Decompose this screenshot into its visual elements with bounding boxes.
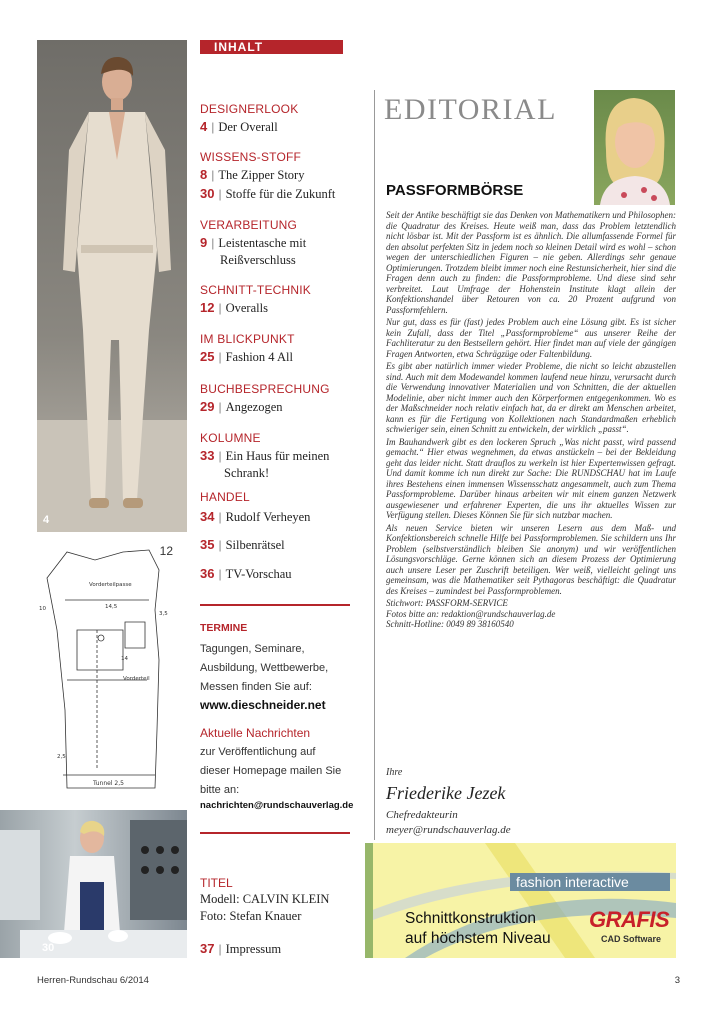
editorial-subtitle: PASSFORMBÖRSE (386, 182, 524, 199)
lab-photo (0, 810, 187, 958)
toc-entry[interactable]: 29 | Angezogen (200, 399, 283, 414)
toc-entry[interactable]: 30 | Stoffe für die Zukunft (200, 186, 336, 201)
model-illustration (37, 40, 187, 532)
toc-entry-continuation: Reißverschluss (220, 253, 296, 267)
pattern-measure-1: 14,5 (105, 604, 118, 610)
nachrichten-text: zur Veröffentlichung auf dieser Homepage mailen Sie bitte an: (200, 746, 342, 796)
titel-title: TITEL (200, 876, 233, 890)
pattern-measure-5: 2,5 (57, 754, 66, 760)
editorial-paragraph: Seit der Antike beschäftigt sie das Denken von Mathematikern und Philosophen: die Quadratur des Kreises. Heute weiß man, dass das Problem letztendlich nicht lösbar ist. Mit der Passform ist es ähnlich. Die allumfassende Formel für den absolut perfekten Sitz in jedem noch so kleinen Detail wird es wohl – schon wegen der unterschiedlichen Figuren – nie geben. Allerdings sehr genaue Optimierungen. Trotzdem bleibt immer noch eine Restunsicherheit, hier sind die Fragen denn auch zu finden: die Passformprobleme. Und diese sind sehr verbreitet. Laut Umfrage der Hohenstein Institute klagt allein der Konfektionshandel über Retouren von ca. 20 Prozent aufgrund von Passformfehlern. (386, 210, 676, 315)
pattern-label-tunnel: Tunnel 2,5 (93, 780, 124, 787)
toc-section-title: VERARBEITUNG (200, 218, 298, 232)
toc-entry[interactable]: 34 | Rudolf Verheyen (200, 509, 311, 524)
editor-role: Chefredakteurin (386, 809, 458, 821)
editorial-closing: Ihre (386, 767, 403, 778)
termine-title: TERMINE (200, 622, 248, 634)
toc-entry[interactable]: 4 | Der Overall (200, 119, 278, 134)
column-divider (374, 90, 375, 840)
pattern-measure-4: 14 (121, 656, 128, 662)
grafis-advertisement[interactable] (365, 843, 676, 958)
toc-section-title: BUCHBESPRECHUNG (200, 382, 330, 396)
divider (200, 604, 350, 606)
toc-entry[interactable]: 33 | Ein Haus für meinen (200, 448, 330, 463)
editor-email-link[interactable]: meyer@rundschauverlag.de (386, 824, 511, 836)
portrait-illustration (594, 90, 675, 205)
pattern-drawing (37, 540, 187, 805)
editorial-paragraph: Im Bauhandwerk gibt es den lockeren Spruch „Was nicht passt, wird passend gemacht.“ Hier etwas wegnehmen, da etwas anstückeln – bei der Bekleidung geht das leider nicht. Statt drauflos zu werkeln ist hier Expertenwissen gefragt. Und damit komme ich nun direkt zur Sache: Die RUNDSCHAU hat im Laufe ihres Bestehens einen immensen Wissensschatz angesammelt, auch zum Thema Passformprobleme. Darüber hinaus arbeiten wir mit einem ganzen Netzwerk ausgewiesener und erfahrener Experten, die uns ihr aktuelles Wissen zur Verfügung stellen. Dieses Können Sie für sich nutzbar machen. (386, 436, 676, 520)
grafis-logo: GRAFIS (589, 907, 670, 932)
ad-headline-1: Schnittkonstruktion (405, 910, 536, 927)
termine-text: Tagungen, Seminare, Ausbildung, Wettbewerbe, Messen finden Sie auf: (200, 643, 329, 693)
pattern-page-number: 12 (159, 544, 173, 558)
ad-brand-line: fashion interactive (510, 873, 670, 891)
cover-model-photo (37, 40, 187, 532)
toc-entry-impressum[interactable]: 37 | Impressum (200, 941, 282, 956)
lab-illustration (0, 810, 187, 958)
footer-publication: Herren-Rundschau 6/2014 (37, 975, 149, 986)
toc-entry[interactable]: 36 | TV-Vorschau (200, 566, 292, 581)
grafis-logo-sub: CAD Software (601, 934, 662, 944)
toc-header: INHALT (200, 40, 343, 54)
editorial-paragraph: Nur gut, dass es für (fast) jedes Problem auch eine Lösung gibt. Es ist sicher kein Zufall, dass der Titel „Passformprobleme“ aus unserer Reihe der Fachliteratur zu den Bestsellern gehört. Hier findet man auf viele der gängigen Fragen Antworten, etwa Schrägzüge oder Faltenbildung. (386, 317, 676, 359)
editor-portrait (594, 90, 675, 205)
divider (200, 832, 350, 834)
toc-section-title: WISSENS-STOFF (200, 150, 302, 164)
editorial-title: EDITORIAL (384, 93, 557, 126)
toc-section-title: SCHNITT-TECHNIK (200, 283, 311, 297)
pattern-label-vorderteil: Vorderteil (123, 676, 150, 682)
toc-entry[interactable]: 25 | Fashion 4 All (200, 349, 293, 364)
toc-entry[interactable]: 8 | The Zipper Story (200, 167, 305, 182)
photo-page-number: 4 (43, 514, 50, 526)
ad-headline-2: auf höchstem Niveau (405, 930, 551, 947)
lab-photo-page-number: 30 (42, 942, 55, 954)
editor-signature: Friederike Jezek (386, 783, 506, 803)
toc-entry[interactable]: 35 | Silbenrätsel (200, 537, 285, 552)
toc-entry[interactable]: 12 | Overalls (200, 300, 268, 315)
nachrichten-title: Aktuelle Nachrichten (200, 726, 311, 740)
toc-entry-continuation: Schrank! (224, 466, 270, 480)
editorial-paragraph: Als neuen Service bieten wir unseren Lesern aus dem Maß- und Konfektionsbereich schnelle Hilfe bei Passformproblemen. Sie schildern uns Ihr Problem (selbstverständlich bleiben Sie anonym) und wir veröffentlichen Lösungsvorschläge. Gerne können sich an diesem Prozess der Optimierung auch unsere Leser per Zuschrift beteiligen. Wer weiß, vielleicht gelingt uns gemeinsam, was die Mathematiker seit Pythagoras beschäftigt: die Quadratur des Kreises – zumindest bei Passformproblemen. (386, 522, 676, 596)
pattern-illustration (37, 540, 187, 805)
toc-entry[interactable]: 9 | Leistentasche mit (200, 235, 307, 250)
toc-section-title: DESIGNERLOOK (200, 102, 299, 116)
pattern-measure-3: 10 (39, 606, 46, 612)
pattern-label-passe: Vorderteilpasse (89, 582, 132, 588)
nachrichten-email-link[interactable]: nachrichten@rundschauverlag.de (200, 800, 354, 811)
termine-url-link[interactable]: www.dieschneider.net (200, 698, 326, 712)
editorial-body (386, 210, 676, 630)
toc-section-title: KOLUMNE (200, 431, 261, 445)
titel-credits: Modell: CALVIN KLEIN Foto: Stefan Knauer (200, 892, 330, 923)
pattern-measure-2: 3,5 (159, 611, 168, 617)
editorial-paragraph: Es gibt aber natürlich immer wieder Probleme, die nicht so leicht abzustellen sind. Auch mit dem Modewandel kommen laufend neue hinzu, verursacht durch die Verwendung innovativer Materialien und von Schnitten, die der aktuellen Modelinie, aber nicht immer auch den Körperformen entgegenkommen. Wo es der Maßschneider noch relativ einfach hat, da er direkt am Menschen arbeitet, kann es für die Fertigung von Kollektionen nach Standardmaßen erheblich schwieriger sein, einen Schnitt zu entwickeln, der wirklich „passt“. (386, 361, 676, 434)
toc-section-title: IM BLICKPUNKT (200, 332, 295, 346)
toc-section-title: HANDEL (200, 490, 250, 504)
footer-page-number: 3 (674, 975, 680, 986)
editorial-contact: Stichwort: PASSFORM-SERVICE Fotos bitte an: redaktion@rundschauverlag.de Schnitt-Hotline: 0049 89 38160540 (386, 598, 556, 629)
